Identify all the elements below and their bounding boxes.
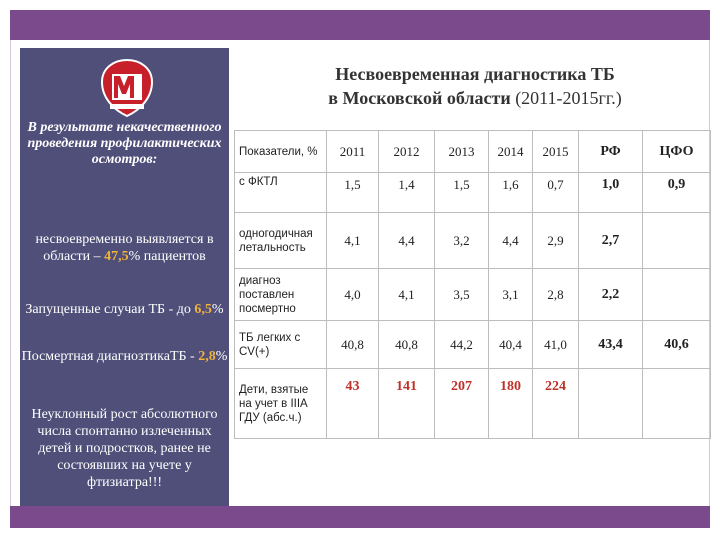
table-row bbox=[235, 173, 711, 213]
header-cell: 2012 bbox=[379, 131, 435, 173]
table-cell: 0,7 bbox=[533, 173, 579, 213]
title-region: в Московской области bbox=[328, 88, 511, 108]
header-cell: 2013 bbox=[435, 131, 489, 173]
table-cell bbox=[579, 369, 643, 439]
table-row bbox=[235, 269, 711, 321]
intro-text: В результате некачественного проведения профилактических осмотров: bbox=[27, 120, 222, 167]
table-cell: 1,5 bbox=[327, 173, 379, 213]
table-cell: 1,0 bbox=[579, 173, 643, 213]
advanced-cases-value: 6,5 bbox=[194, 302, 212, 317]
table-header-row bbox=[235, 131, 711, 173]
table-cell: 4,0 bbox=[327, 269, 379, 321]
table-cell: 4,1 bbox=[379, 269, 435, 321]
table-cell: 4,4 bbox=[379, 213, 435, 269]
row-label: одногодичная летальность bbox=[235, 213, 327, 269]
late-detection-label: несвоевременно выявляется в области – bbox=[35, 232, 214, 264]
growth-note-text: Неуклонный рост абсолютного числа спонтанно излеченных детей и подростков, ранее не состоявших на учете у фтизиатра!!! bbox=[31, 407, 218, 490]
table-row bbox=[235, 321, 711, 369]
table-cell: 43 bbox=[327, 369, 379, 439]
table-cell bbox=[643, 269, 711, 321]
table-cell: 44,2 bbox=[435, 321, 489, 369]
table-cell: 40,4 bbox=[489, 321, 533, 369]
table-cell: 1,6 bbox=[489, 173, 533, 213]
table-cell: 3,1 bbox=[489, 269, 533, 321]
row-label: диагноз поставлен посмертно bbox=[235, 269, 327, 321]
table-cell bbox=[643, 213, 711, 269]
table-cell: 0,9 bbox=[643, 173, 711, 213]
postmortem-text bbox=[20, 348, 229, 365]
title-years: (2011-2015гг.) bbox=[515, 88, 622, 108]
postmortem-value: 2,8 bbox=[198, 349, 216, 364]
advanced-cases-label: Запущенные случаи ТБ - до bbox=[25, 302, 191, 317]
bottom-decor-bar bbox=[10, 506, 710, 528]
table-cell: 207 bbox=[435, 369, 489, 439]
late-detection-value: 47,5 bbox=[104, 249, 129, 264]
top-decor-bar bbox=[10, 10, 710, 40]
table-cell: 4,1 bbox=[327, 213, 379, 269]
table-cell: 3,2 bbox=[435, 213, 489, 269]
header-cell: 2015 bbox=[533, 131, 579, 173]
header-cell: ЦФО bbox=[643, 131, 711, 173]
title-line-2 bbox=[240, 86, 710, 110]
table-cell: 224 bbox=[533, 369, 579, 439]
postmortem-label: Посмертная диагнозтикаТБ - bbox=[21, 349, 195, 364]
medical-emblem-icon bbox=[100, 58, 154, 118]
table-cell: 180 bbox=[489, 369, 533, 439]
table-row bbox=[235, 369, 711, 439]
table-cell bbox=[643, 369, 711, 439]
header-cell: 2011 bbox=[327, 131, 379, 173]
postmortem-suffix: % bbox=[215, 349, 228, 364]
header-cell: Показатели, % bbox=[235, 131, 327, 173]
table-cell: 2,9 bbox=[533, 213, 579, 269]
table-cell: 1,4 bbox=[379, 173, 435, 213]
table-cell: 1,5 bbox=[435, 173, 489, 213]
row-label: ТБ легких с CV(+) bbox=[235, 321, 327, 369]
advanced-cases-text bbox=[20, 301, 229, 318]
table-cell: 40,8 bbox=[327, 321, 379, 369]
table-cell: 141 bbox=[379, 369, 435, 439]
table-cell: 43,4 bbox=[579, 321, 643, 369]
late-detection-suffix: % пациентов bbox=[128, 249, 206, 264]
advanced-cases-suffix: % bbox=[211, 302, 224, 317]
table-cell: 2,7 bbox=[579, 213, 643, 269]
row-label: Дети, взятые на учет в IIIА ГДУ (абс.ч.) bbox=[235, 369, 327, 439]
table-cell: 41,0 bbox=[533, 321, 579, 369]
table-cell: 2,8 bbox=[533, 269, 579, 321]
header-cell: РФ bbox=[579, 131, 643, 173]
header-cell: 2014 bbox=[489, 131, 533, 173]
table-cell: 2,2 bbox=[579, 269, 643, 321]
title-line-1: Несвоевременная диагностика ТБ bbox=[335, 64, 615, 84]
late-detection-text bbox=[20, 231, 229, 265]
table-cell: 40,8 bbox=[379, 321, 435, 369]
table-cell: 3,5 bbox=[435, 269, 489, 321]
table-cell: 40,6 bbox=[643, 321, 711, 369]
left-info-panel bbox=[20, 48, 229, 506]
table-row bbox=[235, 213, 711, 269]
row-label: с ФКТЛ bbox=[235, 173, 327, 213]
table-cell: 4,4 bbox=[489, 213, 533, 269]
diagnostics-table bbox=[234, 130, 711, 439]
page-title bbox=[240, 62, 710, 110]
